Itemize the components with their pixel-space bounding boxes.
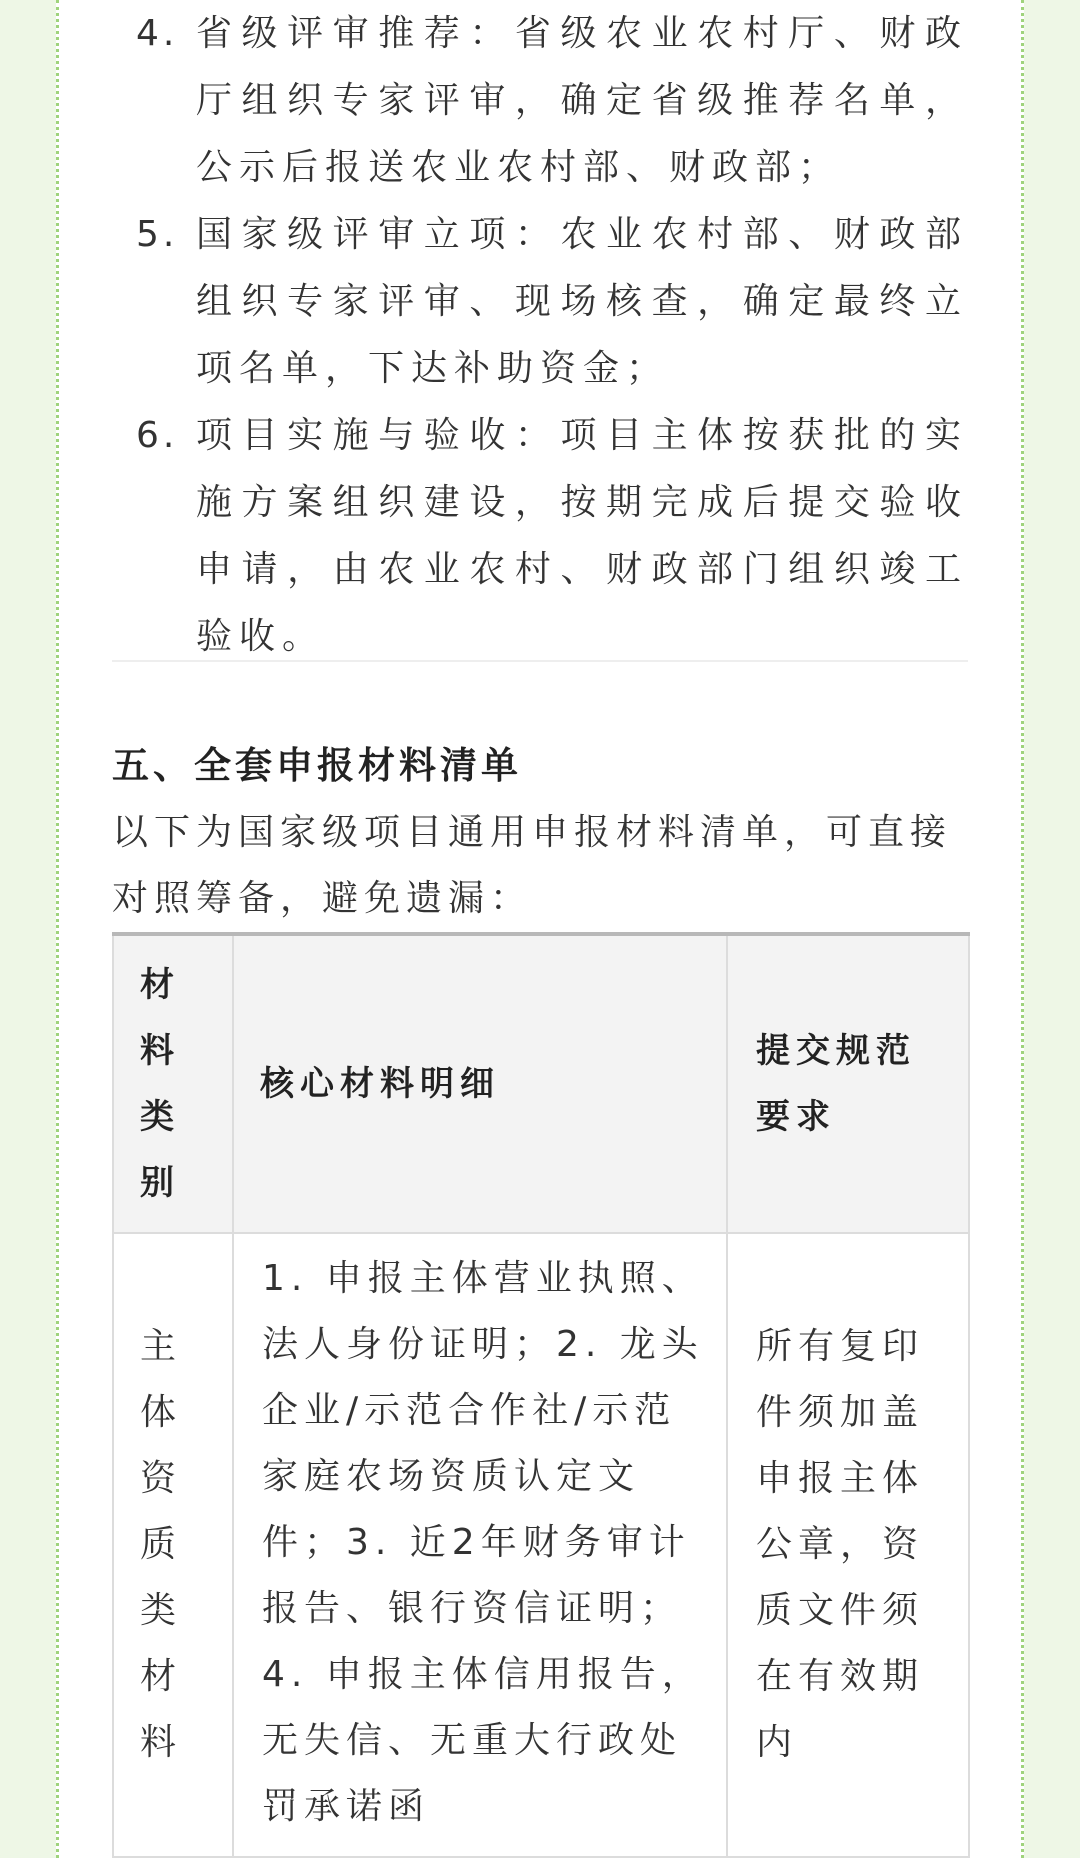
section-divider bbox=[112, 660, 968, 662]
cell-detail: 1. 申报主体营业执照、法人身份证明；2. 龙头企业/示范合作社/示范家庭农场资质认定文件；3. 近2年财务审计报告、银行资信证明；4. 申报主体信用报告，无失信、无重大行政处罚承诺函 bbox=[233, 1233, 727, 1857]
cell-category: 主体资质类材料 bbox=[113, 1233, 233, 1857]
materials-table bbox=[112, 932, 970, 1858]
list-item bbox=[112, 0, 968, 201]
step-number: 6. bbox=[136, 415, 179, 456]
step-number: 5. bbox=[136, 214, 179, 255]
list-item bbox=[112, 402, 968, 670]
step-text: 省级评审推荐：省级农业农村厅、财政厅组织专家评审，确定省级推荐名单，公示后报送农业农村部、财政部； bbox=[196, 13, 968, 188]
section-intro: 以下为国家级项目通用申报材料清单，可直接对照筹备，避免遗漏： bbox=[112, 812, 953, 919]
header-requirement: 提交规范要求 bbox=[727, 934, 969, 1233]
left-green-band bbox=[0, 0, 56, 1858]
process-steps-list bbox=[112, 0, 968, 670]
right-green-band bbox=[1024, 0, 1080, 1858]
header-detail: 核心材料明细 bbox=[233, 934, 727, 1233]
cell-requirement: 所有复印件须加盖申报主体公章，资质文件须在有效期内 bbox=[727, 1233, 969, 1857]
step-text: 国家级评审立项：农业农村部、财政部组织专家评审、现场核查，确定最终立项名单，下达补助资金； bbox=[196, 214, 968, 389]
header-category: 材料类别 bbox=[113, 934, 233, 1233]
step-text: 项目实施与验收：项目主体按获批的实施方案组织建设，按期完成后提交验收申请，由农业农村、财政部门组织竣工验收。 bbox=[196, 415, 968, 657]
table-row bbox=[113, 1233, 969, 1857]
list-item bbox=[112, 201, 968, 402]
table-header-row bbox=[113, 934, 969, 1233]
step-number: 4. bbox=[136, 13, 179, 54]
section-title: 五、全套申报材料清单 bbox=[112, 744, 522, 787]
